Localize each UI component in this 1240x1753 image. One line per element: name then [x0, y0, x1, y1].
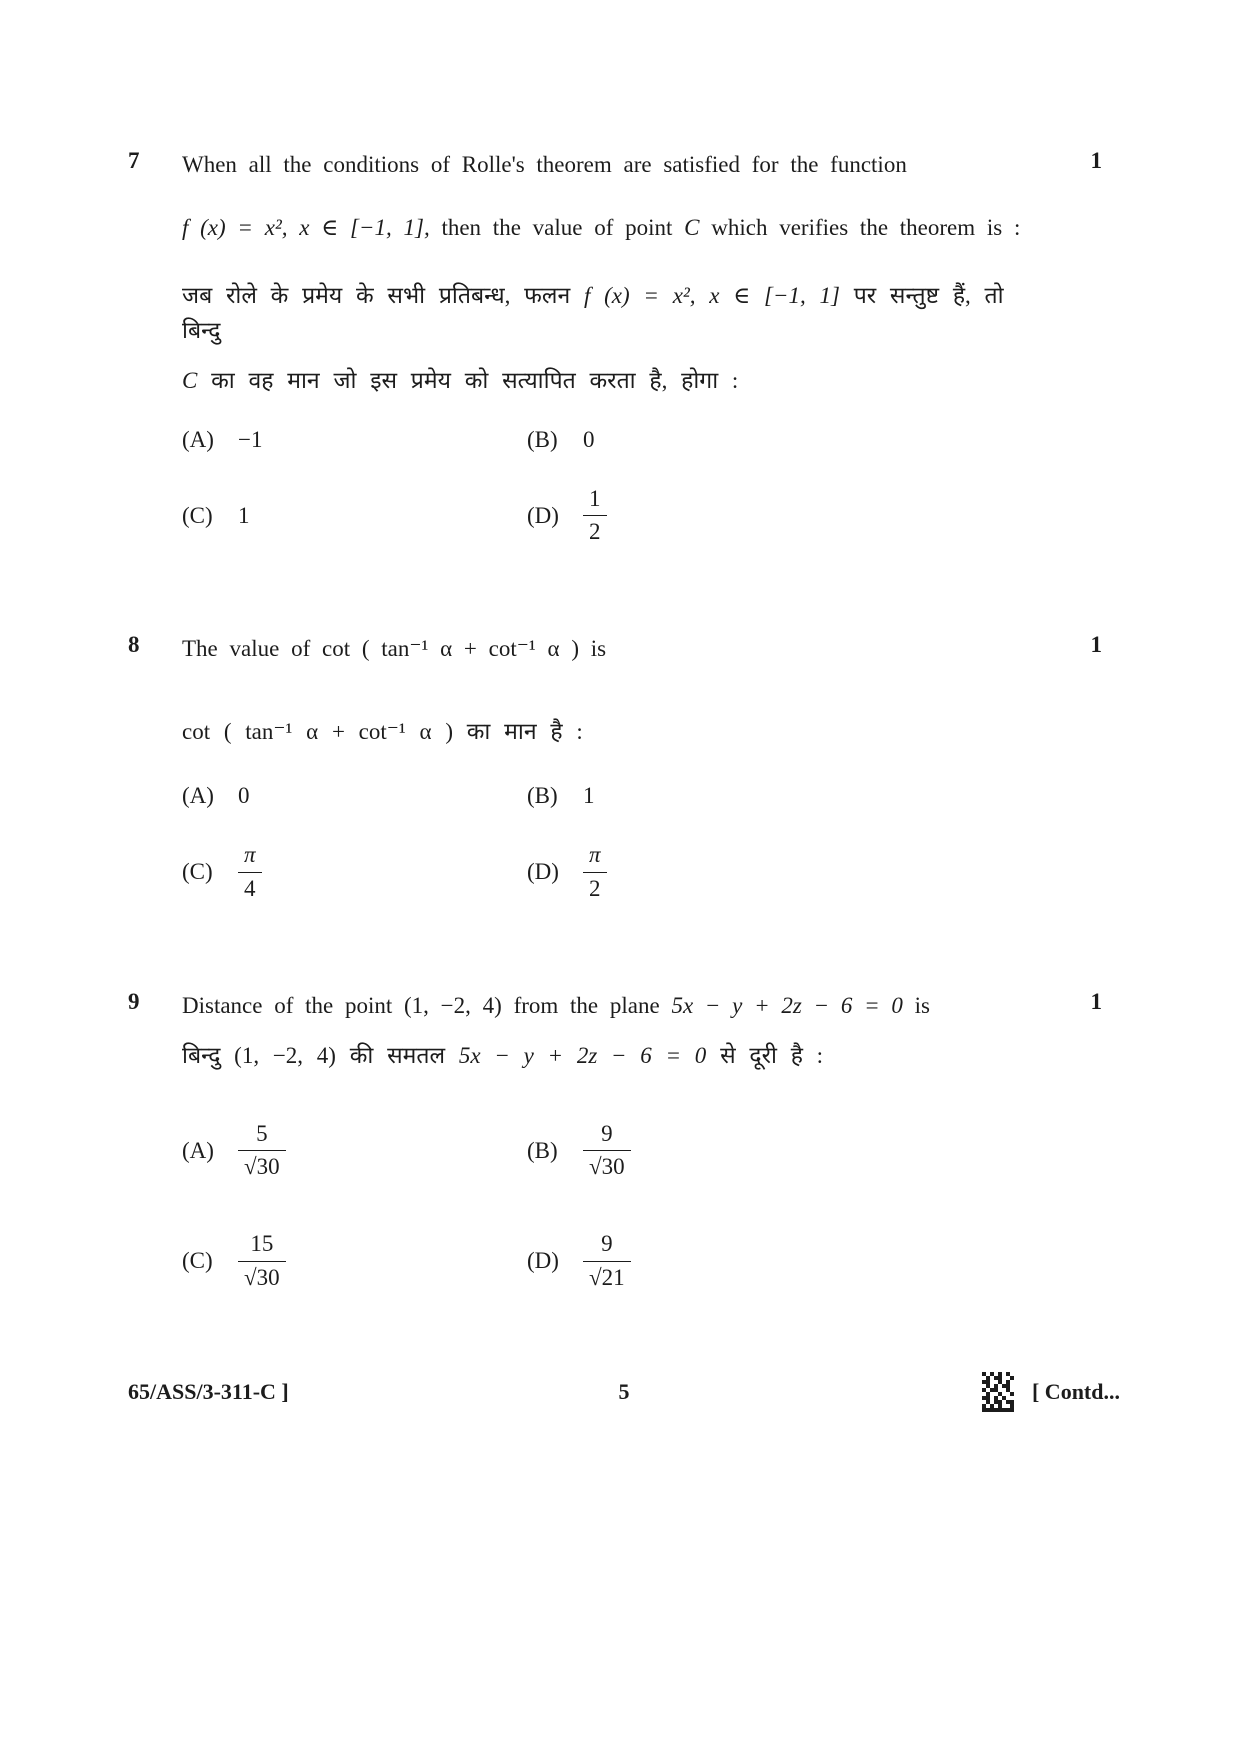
math-expression: cot ( tan⁻¹ α + cot⁻¹ α ): [182, 718, 454, 744]
question-hi-after: पर सन्तुष्ट हैं, तो बिन्दु: [182, 283, 1004, 343]
question-text-line: [182, 632, 1054, 667]
option-label: (B): [527, 426, 558, 452]
math-expression: 5x − y + 2z − 6 = 0: [458, 1043, 707, 1068]
fraction-denominator: √30: [238, 1261, 286, 1293]
math-expression: 5x − y + 2z − 6 = 0: [671, 992, 903, 1018]
option-label: (A): [182, 783, 214, 808]
option-a: [182, 783, 527, 809]
fraction-denominator: 2: [583, 515, 607, 547]
question-hi-line: [182, 1039, 1054, 1074]
options-row-2: [182, 841, 1102, 904]
options-row-2: [182, 485, 1102, 548]
question-hi-tail: से दूरी है :: [720, 1043, 824, 1068]
option-label: (C): [182, 502, 213, 528]
question-hi-line: [182, 715, 1054, 750]
option-c: [182, 503, 527, 529]
fraction-denominator: 2: [583, 872, 607, 904]
paper-code: 65/ASS/3-311-C ]: [128, 1379, 289, 1404]
question-number: 9: [128, 988, 140, 1014]
question-hi-line1: [182, 279, 1054, 348]
marks-value: 1: [1090, 632, 1102, 657]
question-body: [182, 148, 1084, 211]
question-hi-after: का मान है :: [466, 718, 583, 744]
question-number: 7: [128, 148, 140, 173]
fraction-numerator: 9: [601, 1120, 613, 1146]
question-en-before: The value of: [182, 636, 311, 661]
fraction-denominator: √30: [238, 1150, 286, 1182]
fraction-numerator: 1: [589, 485, 601, 511]
question-8-head: [128, 632, 1102, 695]
question-8: [128, 632, 1102, 904]
footer-right: [630, 1372, 1121, 1412]
fraction-denominator: 4: [238, 872, 262, 904]
option-d: [527, 485, 872, 548]
point-coordinates: (1, −2, 4): [404, 992, 502, 1018]
marks-value: 1: [1090, 148, 1102, 173]
fraction: [583, 1230, 631, 1293]
option-d: [527, 841, 872, 904]
option-label: (C): [182, 1248, 213, 1274]
option-label: (A): [182, 1137, 214, 1163]
point-coordinates: (1, −2, 4): [234, 1043, 336, 1068]
question-hi-line2: [182, 364, 1054, 399]
option-b: [527, 1120, 872, 1183]
question-en-tail: which verifies the theorem is :: [711, 214, 1021, 240]
barcode-icon: [982, 1372, 1016, 1412]
question-7-content: [182, 211, 1102, 399]
fraction: [583, 841, 607, 904]
math-expression: cot ( tan⁻¹ α + cot⁻¹ α ): [321, 636, 579, 661]
question-en-tail: is: [590, 636, 607, 661]
question-8-content: [182, 715, 1102, 750]
option-label: (D): [527, 859, 559, 885]
question-text-line: [182, 989, 1054, 1024]
fraction-numerator: 15: [250, 1231, 274, 1256]
fraction: [583, 1120, 631, 1183]
math-variable-c: C: [182, 368, 198, 393]
fraction: [583, 485, 607, 548]
question-body: [182, 989, 1084, 1040]
option-value: −1: [238, 426, 263, 452]
fraction-numerator: 9: [601, 1231, 613, 1256]
options-row-1: [182, 1120, 1102, 1183]
question-hi-mid: की समतल: [349, 1043, 446, 1068]
question-9-head: [128, 989, 1102, 1040]
question-en-before: Distance of the point: [182, 992, 393, 1018]
option-c: [182, 1230, 527, 1293]
option-label: (D): [527, 1248, 559, 1274]
fraction-numerator: π: [244, 842, 256, 867]
question-7: [128, 148, 1102, 547]
options-row-1: [182, 783, 1102, 809]
options-row-2: [182, 1230, 1102, 1293]
page-number: 5: [618, 1379, 630, 1404]
fraction-denominator: √21: [583, 1261, 631, 1293]
question-hi-before: बिन्दु: [182, 1043, 221, 1068]
option-label: (B): [527, 1137, 558, 1163]
option-b: [527, 427, 872, 453]
question-en-rest: then the value of point: [441, 214, 673, 240]
option-c: [182, 841, 527, 904]
fraction: [238, 1230, 286, 1293]
option-a: [182, 1120, 527, 1183]
question-body: [182, 632, 1084, 695]
option-value: 0: [583, 426, 595, 452]
math-expression: f (x) = x², x ∈ [−1, 1]: [584, 283, 840, 308]
question-number: 8: [128, 632, 140, 657]
option-b: [527, 783, 872, 809]
contd-label: [ Contd...: [1031, 1379, 1120, 1404]
marks-value: 1: [1090, 988, 1102, 1014]
question-en-mid: from the plane: [513, 992, 660, 1018]
option-value: 1: [238, 502, 250, 528]
question-en-intro: When all the conditions of Rolle's theorem are satisfied for the function: [182, 152, 907, 177]
math-variable-c: C: [684, 214, 700, 240]
options-row-1: [182, 427, 1102, 453]
option-value: 1: [583, 783, 595, 808]
page-footer: [128, 1372, 1120, 1412]
question-9-content: [182, 1039, 1102, 1074]
question-9: [128, 989, 1102, 1293]
fraction-numerator: 5: [256, 1120, 268, 1146]
option-a: [182, 427, 527, 453]
question-hi-line2-text: का वह मान जो इस प्रमेय को सत्यापित करता है, होगा :: [211, 368, 739, 393]
math-expression: f (x) = x², x ∈ [−1, 1],: [182, 214, 430, 240]
question-hi-before: जब रोले के प्रमेय के सभी प्रतिबन्ध, फलन: [182, 283, 571, 308]
fraction: [238, 841, 262, 904]
option-label: (B): [527, 783, 558, 808]
fraction-denominator: √30: [583, 1150, 631, 1182]
question-text-line: [182, 148, 1054, 183]
question-en-math-line: [182, 211, 1054, 246]
question-en-tail: is: [914, 992, 930, 1018]
option-label: (C): [182, 859, 213, 885]
fraction: [238, 1120, 286, 1183]
option-d: [527, 1230, 872, 1293]
option-label: (A): [182, 426, 214, 452]
fraction-numerator: π: [589, 842, 601, 867]
question-7-head: [128, 148, 1102, 211]
option-value: 0: [238, 783, 250, 808]
option-label: (D): [527, 502, 559, 528]
